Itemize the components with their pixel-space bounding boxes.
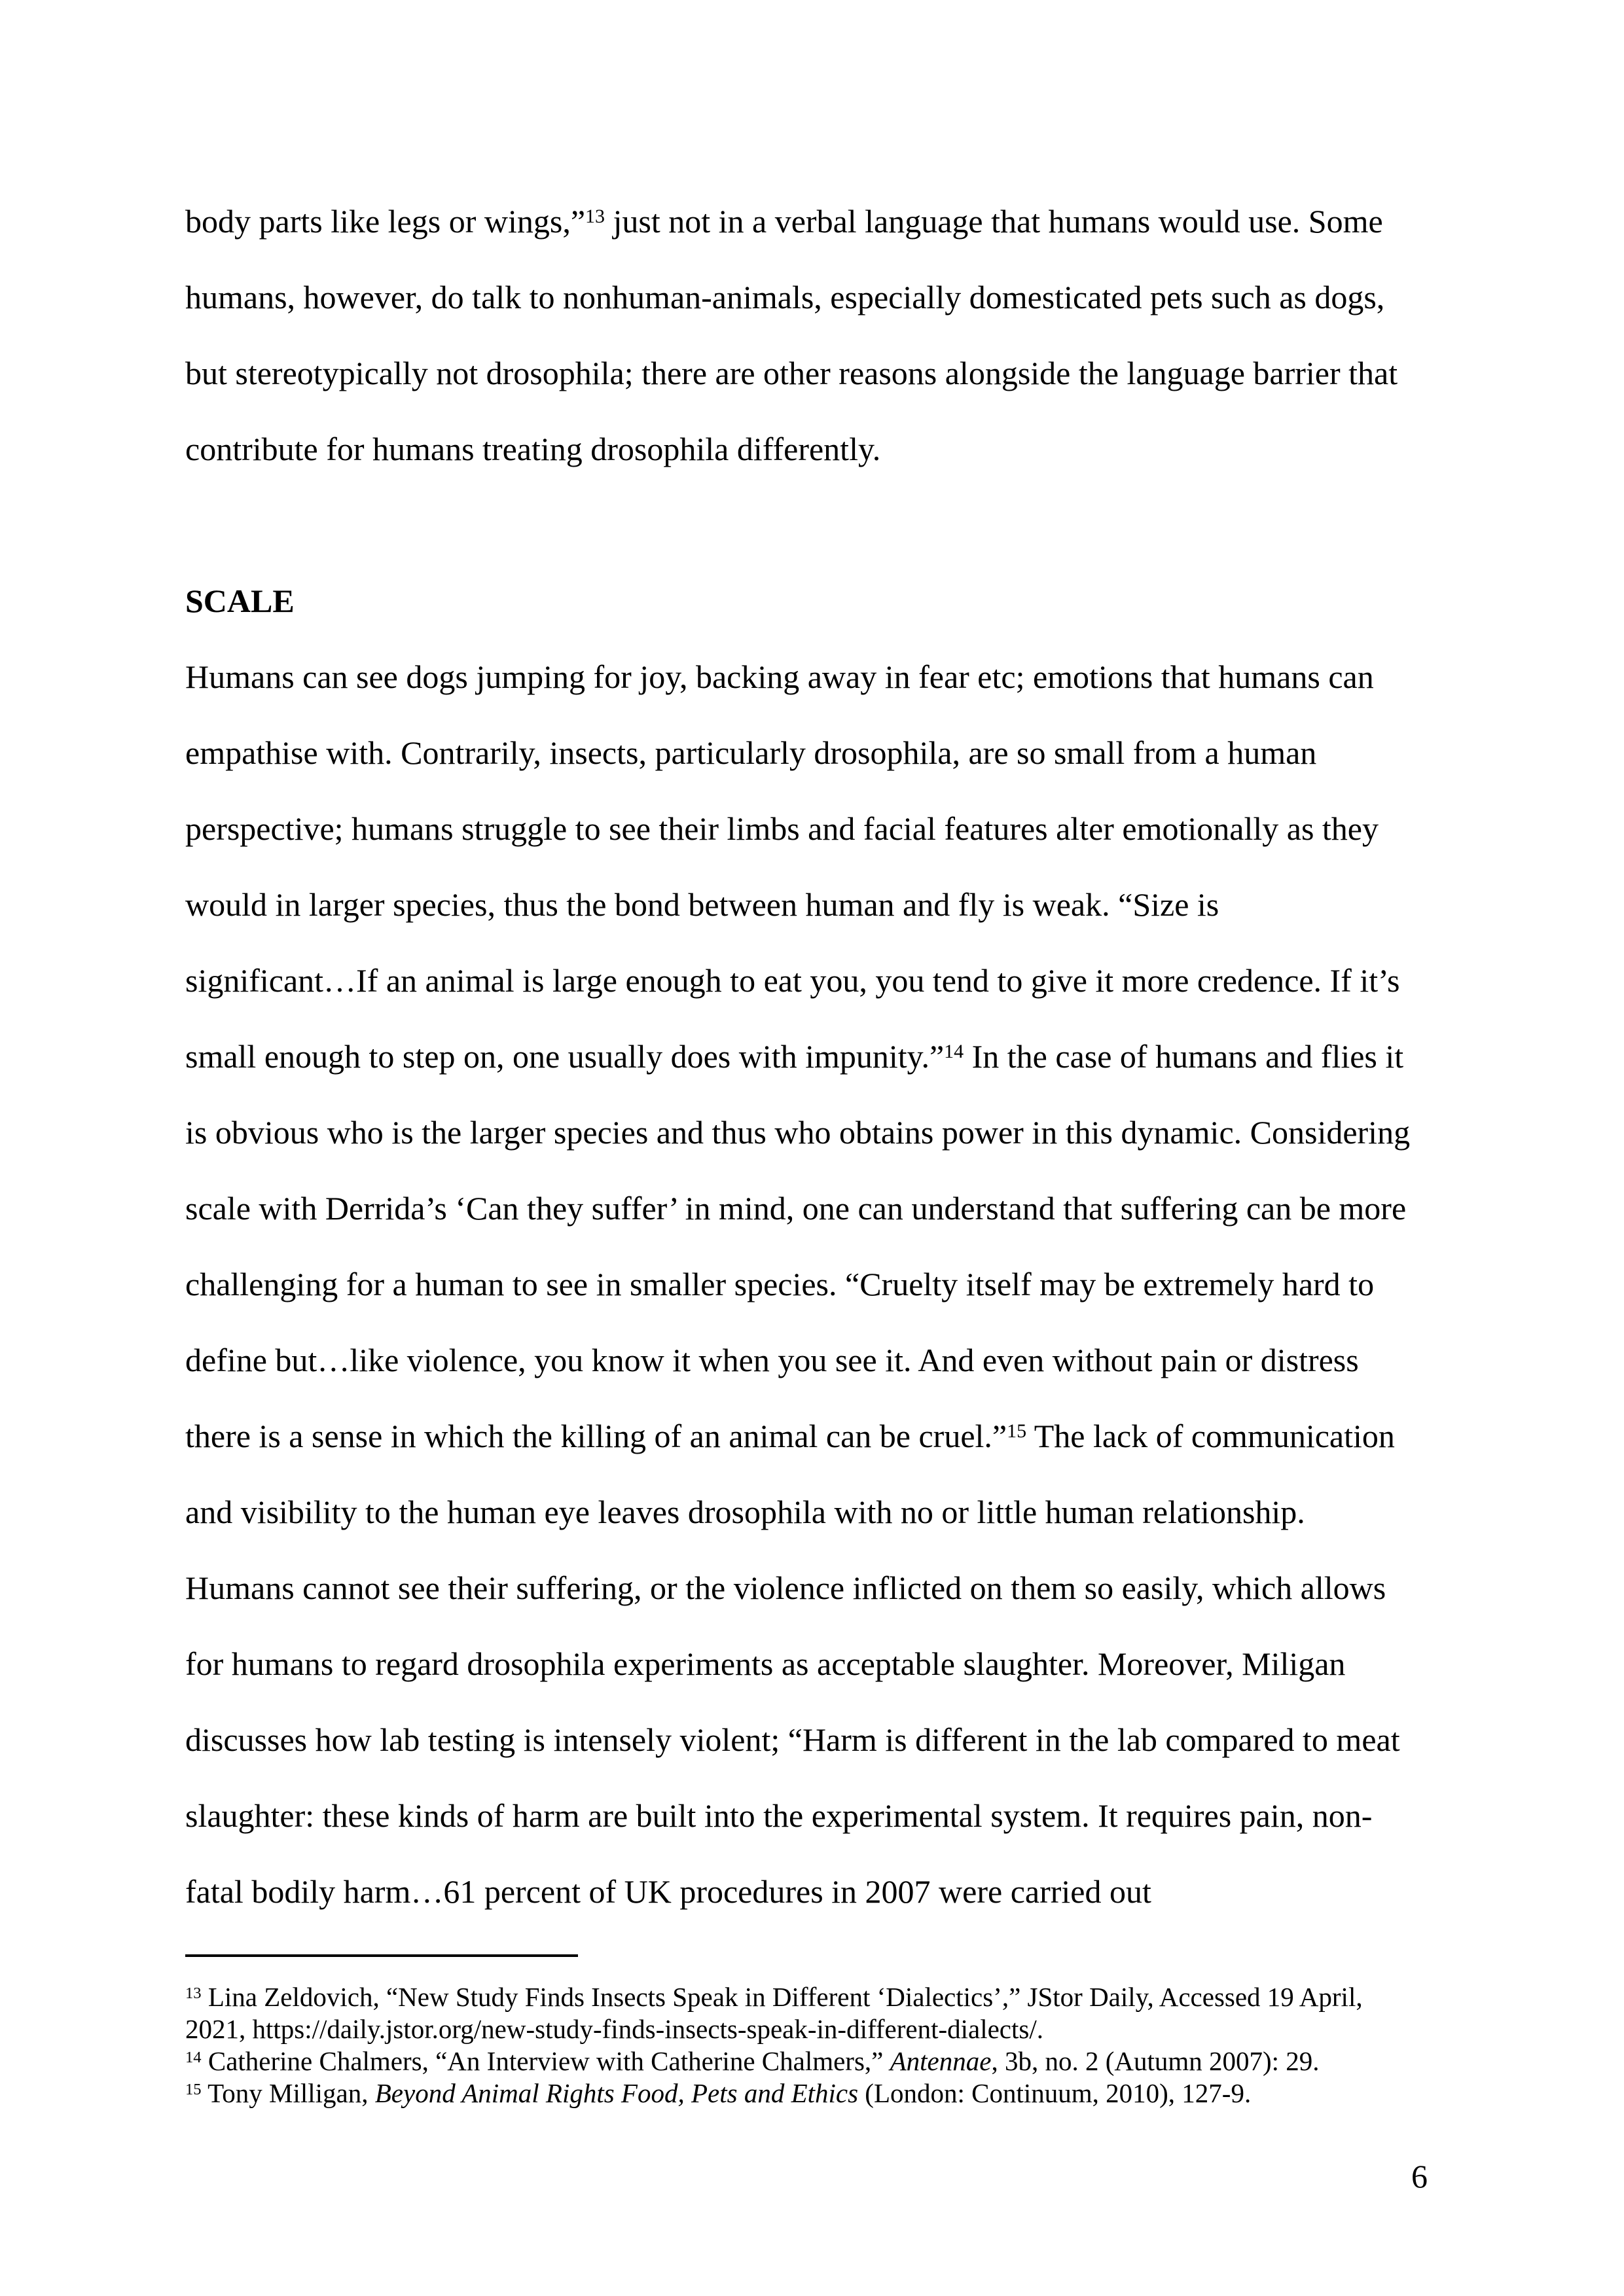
text-line: Humans can see dogs jumping for joy, backing away in fear etc; emotions that humans can [185,658,1374,695]
text-line: significant…If an animal is large enough to eat you, you tend to give it more credence. If it’s [185,962,1400,999]
text-line: humans, however, do talk to nonhuman-animals, especially domesticated pets such as dogs, [185,279,1385,315]
text-line: $^{13}$ Lina Zeldovich, “New Study Finds Insects Speak in Different ‘Dialectics’,” JStor Daily, Accessed 19 April, [185,1982,1363,2012]
text-line: $^{14}$ Catherine Chalmers, “An Interview with Catherine Chalmers,” Antennae, 3b, no. 2 (Autumn 2007): 29. [185,2046,1320,2076]
paragraph-scale [185,639,1416,1929]
text-line: small enough to step on, one usually does with impunity.”$^{14}$ In the case of humans and flies it [185,1038,1404,1075]
text-line: for humans to regard drosophila experiments as acceptable slaughter. Moreover, Miligan [185,1645,1346,1682]
paragraph-spacer [185,487,1416,563]
text-line: $^{15}$ Tony Milligan, Beyond Animal Rights Food, Pets and Ethics (London: Continuum, 2010), 127-9. [185,2078,1252,2108]
text-line: but stereotypically not drosophila; there are other reasons alongside the language barrier that [185,355,1398,391]
text-line: challenging for a human to see in smaller species. “Cruelty itself may be extremely hard to [185,1266,1375,1302]
text-line: discusses how lab testing is intensely violent; “Harm is different in the lab compared to meat [185,1721,1400,1758]
text-line: empathise with. Contrarily, insects, particularly drosophila, are so small from a human [185,734,1317,771]
text-line: 2021, https://daily.jstor.org/new-study-finds-insects-speak-in-different-dialects/. [185,2014,1043,2044]
text-line: scale with Derrida’s ‘Can they suffer’ in mind, one can understand that suffering can be more [185,1190,1407,1227]
text-line: fatal bodily harm…61 percent of UK procedures in 2007 were carried out [185,1873,1151,1910]
text-line: slaughter: these kinds of harm are built into the experimental system. It requires pain, non- [185,1797,1373,1834]
text-line: would in larger species, thus the bond between human and fly is weak. “Size is [185,886,1219,923]
body-content [185,183,1416,1929]
text-line: Humans cannot see their suffering, or the violence inflicted on them so easily, which allows [185,1570,1386,1606]
text-line: and visibility to the human eye leaves drosophila with no or little human relationship. [185,1494,1305,1530]
footnote-separator [185,1954,578,1957]
text-line: contribute for humans treating drosophila differently. [185,431,881,467]
text-line: perspective; humans struggle to see their limbs and facial features alter emotionally as they [185,810,1379,847]
text-line: body parts like legs or wings,”$^{13}$ just not in a verbal language that humans would use. Some [185,203,1383,240]
page-number: 6 [1411,2158,1428,2195]
text-line: there is a sense in which the killing of an animal can be cruel.”$^{15}$ The lack of communication [185,1418,1395,1454]
page-footer [185,2157,1428,2195]
footnotes-section [185,1981,1429,2109]
text-line: is obvious who is the larger species and thus who obtains power in this dynamic. Considering [185,1114,1411,1151]
text-line: define but…like violence, you know it when you see it. And even without pain or distress [185,1342,1359,1378]
paragraph-intro [185,183,1416,487]
section-heading: SCALE [185,583,295,619]
